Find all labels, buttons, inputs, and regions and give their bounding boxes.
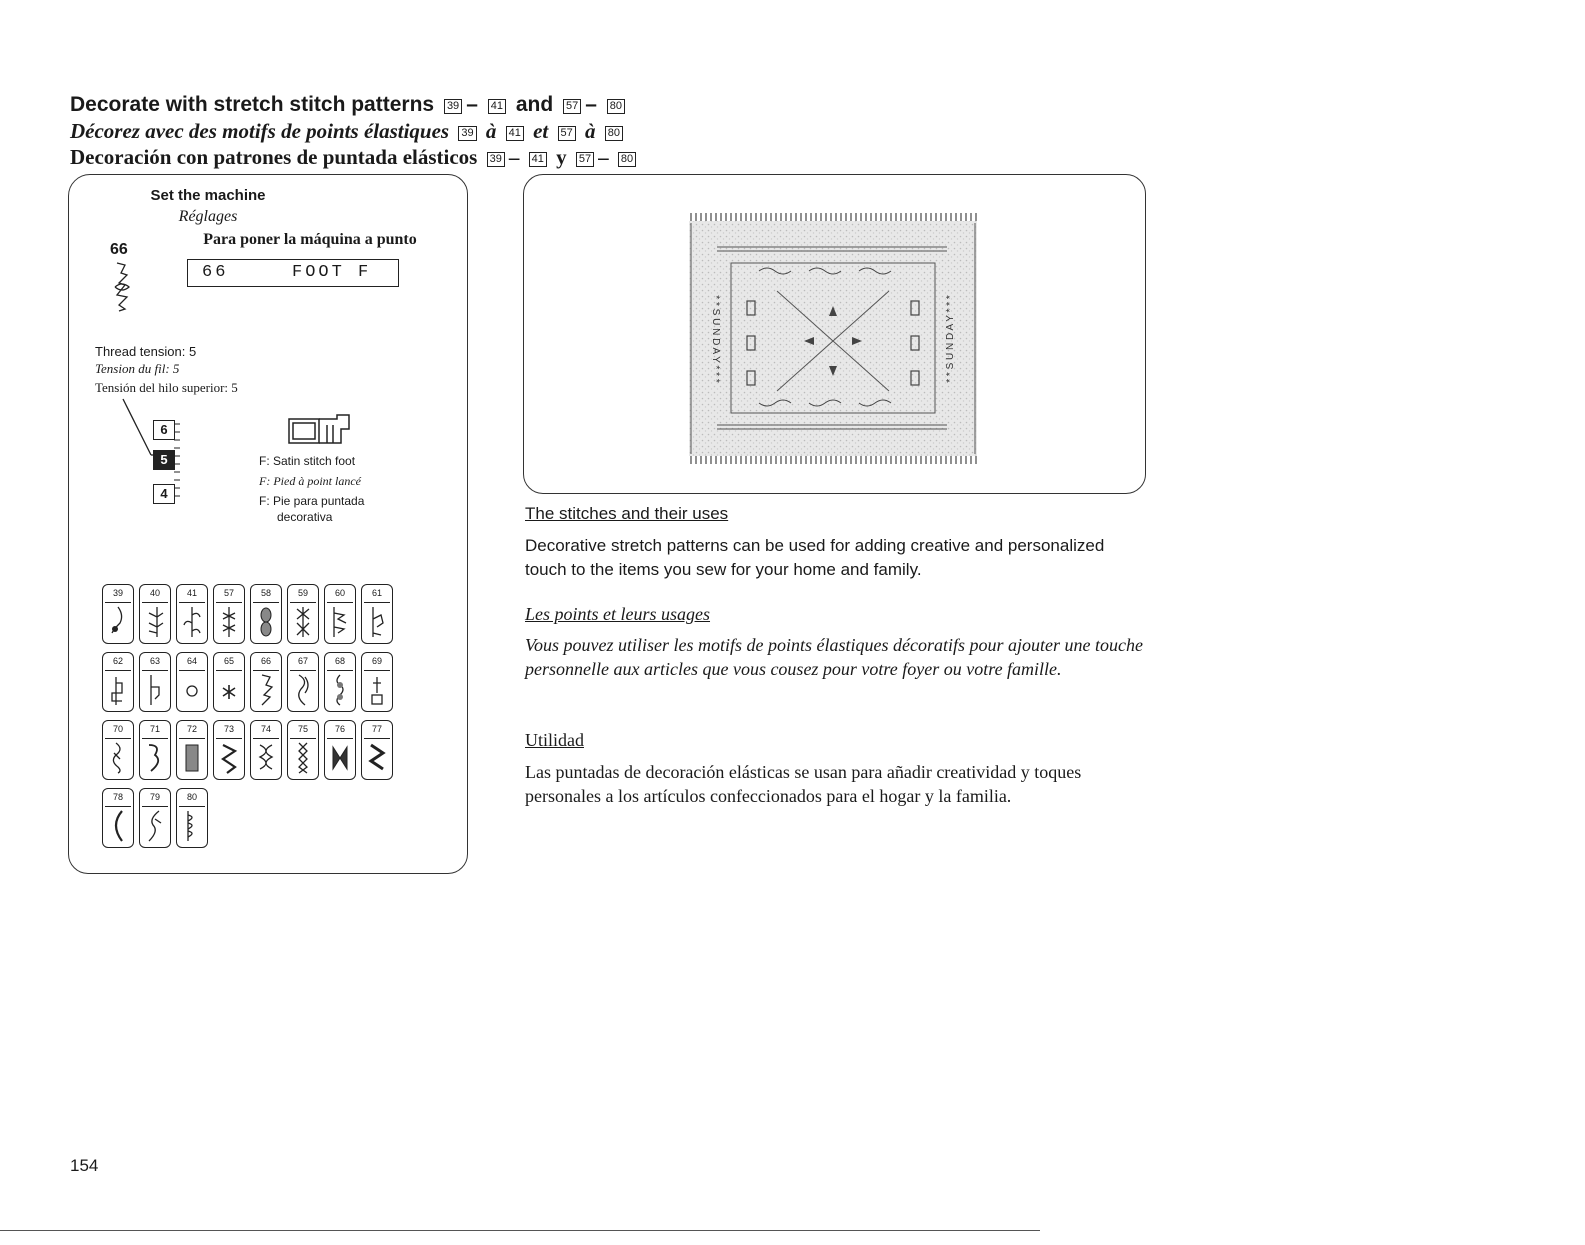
- stitch-pattern-icon: [367, 605, 387, 639]
- sample-word-left: * * S U N D A Y * * *: [710, 295, 721, 383]
- pattern-badge: 57: [576, 152, 594, 167]
- tension-spanish: Tensión del hilo superior: 5: [95, 380, 238, 395]
- pattern-key-75: 75: [287, 720, 319, 780]
- pattern-key-78: 78: [102, 788, 134, 848]
- pattern-badge: 57: [563, 99, 581, 114]
- section-body-french: Vous pouvez utiliser les motifs de points élastiques décoratifs pour ajouter une touche personnelle aux articles que vous cousez pour votre foyer ou votre famille.: [525, 635, 1143, 679]
- pattern-key-67: 67: [287, 652, 319, 712]
- pattern-badge: 41: [529, 152, 547, 167]
- settings-title-french: Réglages: [178, 208, 238, 225]
- stitch-pattern-icon: [330, 673, 350, 707]
- stitch-pattern-icon: [108, 605, 128, 639]
- stitch-pattern-icon: [145, 673, 165, 707]
- foot-label-french: F: Pied à point lancé: [259, 474, 361, 488]
- pattern-key-77: 77: [361, 720, 393, 780]
- pattern-badge: 41: [506, 126, 524, 141]
- dial-scale-icon: [174, 420, 182, 506]
- heading-english: Decorate with stretch stitch patterns 39 – 41 and 57 – 80: [70, 93, 629, 117]
- pattern-key-39: 39: [102, 584, 134, 644]
- pattern-key-59: 59: [287, 584, 319, 644]
- stitch-pattern-icon: [182, 673, 202, 707]
- pattern-badge: 39: [444, 99, 462, 114]
- heading-french: Décorez avec des motifs de points élastiques 39 à 41 et 57 à 80: [70, 119, 627, 144]
- pattern-key-74: 74: [250, 720, 282, 780]
- stitch-pattern-icon: [182, 741, 202, 775]
- stitch-pattern-icon: [330, 605, 350, 639]
- heading-spanish: Decoración con patrones de puntada elásticos 39 – 41 y 57 – 80: [70, 145, 640, 170]
- tension-english: Thread tension: 5: [95, 344, 197, 359]
- foot-label-english: F: Satin stitch foot: [259, 454, 356, 468]
- pattern-key-64: 64: [176, 652, 208, 712]
- stitch-pattern-icon: [293, 605, 313, 639]
- embroidered-napkin-image: [689, 211, 979, 471]
- stitch-pattern-icon: [367, 673, 387, 707]
- sample-panel: [523, 174, 1146, 494]
- pattern-key-70: 70: [102, 720, 134, 780]
- pattern-key-72: 72: [176, 720, 208, 780]
- pattern-badge: 39: [458, 126, 476, 141]
- settings-title-spanish: Para poner la máquina a punto: [203, 231, 417, 248]
- pattern-badge: 80: [607, 99, 625, 114]
- pattern-key-66: 66: [250, 652, 282, 712]
- foot-label-spanish-cont: decorativa: [277, 510, 333, 524]
- stitch-preview-icon: [111, 261, 133, 318]
- stitch-pattern-icon: [293, 741, 313, 775]
- section-title-french: Les points et leurs usages: [525, 604, 711, 624]
- stitch-pattern-icon: [108, 809, 128, 843]
- bottom-rule: [0, 1230, 1040, 1231]
- pattern-key-57: 57: [213, 584, 245, 644]
- lcd-display: [187, 259, 399, 287]
- pattern-key-65: 65: [213, 652, 245, 712]
- pattern-badge: 57: [558, 126, 576, 141]
- stitch-pattern-icon: [145, 809, 165, 843]
- pattern-key-60: 60: [324, 584, 356, 644]
- pattern-key-40: 40: [139, 584, 171, 644]
- pattern-key-71: 71: [139, 720, 171, 780]
- stitch-pattern-icon: [219, 741, 239, 775]
- settings-title-english: Set the machine: [150, 187, 266, 204]
- stitch-pattern-icon: [108, 673, 128, 707]
- tension-dial: [153, 420, 183, 508]
- page-number: 154: [70, 1156, 99, 1175]
- pattern-key-62: 62: [102, 652, 134, 712]
- pattern-key-69: 69: [361, 652, 393, 712]
- pattern-key-79: 79: [139, 788, 171, 848]
- section-title-spanish: Utilidad: [525, 730, 584, 750]
- dial-value-selected: 5: [153, 450, 175, 470]
- stitch-pattern-icon: [145, 605, 165, 639]
- stitch-pattern-icon: [182, 605, 202, 639]
- section-body-english: Decorative stretch patterns can be used for adding creative and personalized touch to the items you sew for your home and family.: [525, 536, 1105, 579]
- pattern-key-68: 68: [324, 652, 356, 712]
- stitch-pattern-icon: [367, 741, 387, 775]
- pattern-key-61: 61: [361, 584, 393, 644]
- pattern-badge: 80: [605, 126, 623, 141]
- satin-stitch-foot-icon: [287, 411, 351, 452]
- dial-value: 6: [153, 420, 175, 440]
- lcd-pattern-number: 66: [202, 263, 229, 282]
- section-body-spanish: Las puntadas de decoración elásticas se usan para añadir creatividad y toques personales a los artículos confeccionados para el hogar y la familia.: [525, 762, 1082, 806]
- stitch-pattern-icon: [256, 605, 276, 639]
- stitch-pattern-icon: [182, 809, 202, 843]
- pattern-key-58: 58: [250, 584, 282, 644]
- pattern-key-76: 76: [324, 720, 356, 780]
- stitch-pattern-icon: [256, 673, 276, 707]
- stitch-pattern-icon: [219, 605, 239, 639]
- sample-word-right: * * S U N D A Y * * *: [945, 295, 956, 383]
- foot-label-spanish: F: Pie para puntada: [259, 494, 365, 508]
- stitch-pattern-icon: [256, 741, 276, 775]
- stitch-pattern-icon: [145, 741, 165, 775]
- lcd-foot: FOOT F: [292, 263, 372, 282]
- stitch-pattern-icon: [330, 741, 350, 775]
- machine-settings-panel: [68, 174, 468, 874]
- dial-value: 4: [153, 484, 175, 504]
- stitch-pattern-icon: [293, 673, 313, 707]
- pattern-badge: 41: [488, 99, 506, 114]
- pattern-key-41: 41: [176, 584, 208, 644]
- pattern-key-73: 73: [213, 720, 245, 780]
- pattern-number: 66: [110, 241, 128, 258]
- pattern-badge: 80: [618, 152, 636, 167]
- tension-french: Tension du fil: 5: [95, 361, 180, 376]
- pattern-key-63: 63: [139, 652, 171, 712]
- pattern-key-80: 80: [176, 788, 208, 848]
- section-title-english: The stitches and their uses: [525, 504, 729, 523]
- stitch-pattern-icon: [108, 741, 128, 775]
- stitch-pattern-icon: [219, 673, 239, 707]
- pattern-badge: 39: [487, 152, 505, 167]
